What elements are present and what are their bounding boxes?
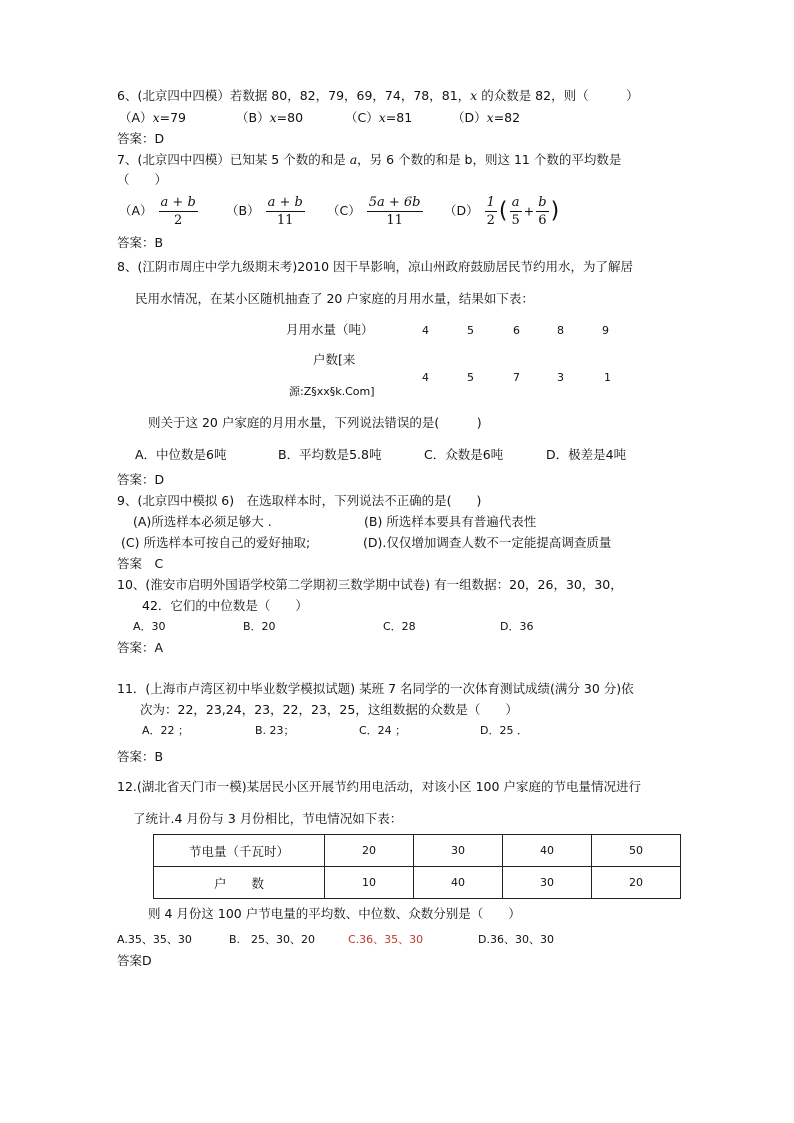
q11-answer: 答案：B [117, 749, 164, 764]
q8-table-cell: 8 [557, 324, 564, 337]
q6-option-a: （A）x=79 [119, 110, 187, 125]
q10-stem-line2: 42．它们的中位数是（ ） [142, 598, 308, 613]
q10-option-c: C．28 [383, 620, 416, 633]
q6-option-b: （B）x=80 [236, 110, 304, 125]
q11-option-d: D．25 ． [480, 724, 528, 737]
q12-table [153, 834, 681, 899]
q11-stem-line1: 11．(上海市卢湾区初中毕业数学模拟试题) 某班 7 名同学的一次体育测试成绩(满分 30 分)依 [117, 681, 634, 696]
q10-option-a: A．30 [133, 620, 166, 633]
fraction: $\frac{a + b}{2}$ [160, 195, 196, 228]
q8-option-d: D．极差是4吨 [546, 447, 627, 462]
q12-stem-line1: 12.(湖北省天门市一模)某居民小区开展节约用电活动，对该小区 100 户家庭的节电量情况进行 [117, 779, 641, 794]
q8-table-cell: 1 [604, 371, 611, 384]
q12-question: 则 4 月份这 100 户节电量的平均数、中位数、众数分别是（ ） [148, 906, 521, 921]
table-cell: 50 [592, 835, 681, 867]
q12-option-c: C.36、35、30 [348, 933, 424, 946]
fraction: $\frac{a}{5}$ [511, 195, 520, 228]
q9-option-d: (D).仅仅增加调查人数不一定能提高调查质量 [363, 535, 612, 550]
q8-table-row1-label: 月用水量（吨） [286, 322, 374, 337]
table-cell: 10 [325, 867, 414, 899]
q10-stem-line1: 10、(淮安市启明外国语学校第二学期初三数学期中试卷) 有一组数据：20，26，30，30， [117, 577, 623, 592]
table-row [154, 835, 681, 867]
table-header-cell: 户 数 [154, 867, 325, 899]
q9-stem: 9、(北京四中模拟 6) 在选取样本时，下列说法不正确的是( ) [117, 493, 482, 508]
q12-option-a: A.35、35、30 [117, 933, 192, 946]
table-cell: 40 [414, 867, 503, 899]
q11-option-c: C．24 ； [359, 724, 407, 737]
q10-answer: 答案：A [117, 640, 164, 655]
q8-question: 则关于这 20 户家庭的月用水量，下列说法错误的是( ) [148, 415, 482, 430]
q8-answer: 答案：D [117, 472, 165, 487]
table-row [154, 867, 681, 899]
q8-table-cell: 6 [513, 324, 520, 337]
q8-table-cell: 4 [422, 371, 429, 384]
q7-option-b: （B） $\frac{a + b}{11}$ [226, 195, 303, 228]
table-cell: 20 [592, 867, 681, 899]
q10-option-d: D．36 [500, 620, 534, 633]
q6-option-d: （D）x=82 [452, 110, 521, 125]
q9-option-c: (C) 所选样本可按自己的爱好抽取; [121, 535, 311, 550]
table-cell: 30 [503, 867, 592, 899]
q8-table-cell: 9 [602, 324, 609, 337]
q8-table-cell: 5 [467, 371, 474, 384]
q6-stem: 6、(北京四中四模）若数据 80，82，79，69，74，78，81，x 的众数是 82，则（ ） [117, 88, 639, 103]
table-cell: 20 [325, 835, 414, 867]
q8-table-cell: 7 [513, 371, 520, 384]
q9-option-b: (B) 所选样本要具有普遍代表性 [364, 514, 537, 529]
q10-option-b: B．20 [243, 620, 276, 633]
q8-table-row2-source: 源:Z§xx§k.Com] [289, 385, 375, 398]
q12-stem-line2: 了统计.4 月份与 3 月份相比，节电情况如下表： [133, 811, 403, 826]
q7-paren: （ ） [117, 172, 168, 187]
q8-table-row2-label: 户数[来 [313, 352, 356, 367]
q8-stem-line2: 民用水情况，在某小区随机抽查了 20 户家庭的月用水量，结果如下表： [135, 291, 534, 306]
q11-option-a: A．22 ； [142, 724, 190, 737]
q8-option-b: B．平均数是5.8吨 [278, 447, 382, 462]
q8-stem-line1: 8、(江阴市周庄中学九级期末考)2010 因干旱影响，凉山州政府鼓励居民节约用水，为了解居 [117, 259, 633, 274]
table-cell: 40 [503, 835, 592, 867]
q9-option-a: (A)所选样本必须足够大 . [133, 514, 272, 529]
q7-stem: 7、(北京四中四模）已知某 5 个数的和是 a，另 6 个数的和是 b，则这 11 个数的平均数是 [117, 152, 622, 167]
table-header-cell: 节电量（千瓦时） [154, 835, 325, 867]
q8-table-cell: 4 [422, 324, 429, 337]
fraction: $\frac{a + b}{11}$ [267, 195, 303, 228]
q7-option-d: （D） $\frac{1}{2}$ ( $\frac{a}{5}$ + $\frac{b}{6}$ ) [444, 195, 560, 228]
q8-table-cell: 3 [557, 371, 564, 384]
q8-option-a: A．中位数是6吨 [135, 447, 227, 462]
q9-answer: 答案 C [117, 556, 164, 571]
fraction: $\frac{b}{6}$ [538, 195, 547, 228]
q7-option-a: （A） $\frac{a + b}{2}$ [119, 195, 196, 228]
q7-answer: 答案：B [117, 235, 164, 250]
q11-option-b: B. 23； [255, 724, 295, 737]
fraction: $\frac{5a + 6b}{11}$ [368, 195, 421, 228]
q12-option-b: B. 25、30、20 [229, 933, 316, 946]
q6-option-c: （C）x=81 [345, 110, 413, 125]
q8-option-c: C．众数是6吨 [424, 447, 504, 462]
q12-answer: 答案D [117, 953, 152, 968]
q11-stem-line2: 次为：22，23,24，23，22，23，25，这组数据的众数是（ ） [140, 702, 518, 717]
q6-answer: 答案：D [117, 131, 165, 146]
q8-table-cell: 5 [467, 324, 474, 337]
table-cell: 30 [414, 835, 503, 867]
fraction: $\frac{1}{2}$ [486, 195, 495, 228]
q7-option-c: （C） $\frac{5a + 6b}{11}$ [327, 195, 421, 228]
q12-option-d: D.36、30、30 [478, 933, 554, 946]
